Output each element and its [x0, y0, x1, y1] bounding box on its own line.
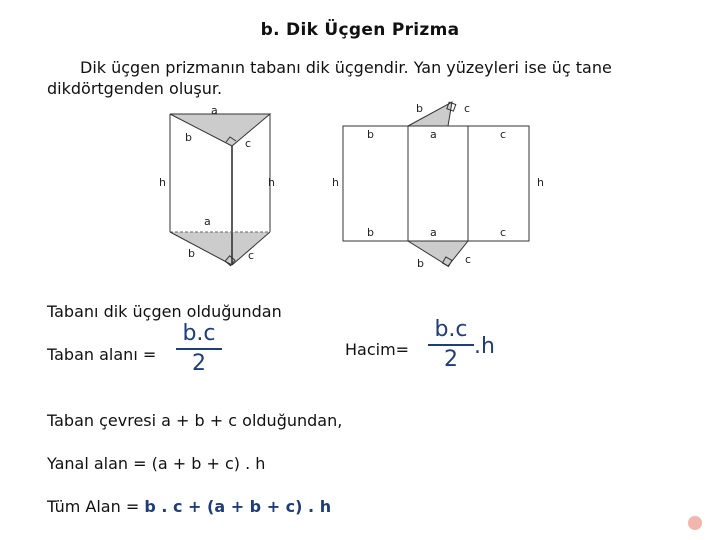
net-label-top-b: b — [416, 102, 423, 115]
net-label-bottom-c: c — [465, 253, 472, 266]
net-label-row2-b: b — [367, 226, 374, 239]
fraction-bar — [176, 348, 222, 350]
volume-label: Hacim= — [345, 340, 410, 359]
prism-label-bottom-b: b — [188, 247, 195, 260]
net-label-h-right: h — [537, 176, 544, 189]
net-label-row1-c: c — [500, 128, 507, 141]
net-label-h-left: h — [332, 176, 339, 189]
total-area-line — [47, 497, 331, 516]
total-area-formula: b . c + (a + b + c) . h — [144, 497, 332, 516]
volume-denominator: 2 — [444, 347, 458, 372]
net-label-row2-c: c — [500, 226, 507, 239]
volume-suffix: .h — [474, 334, 495, 359]
prism-label-top-a: a — [211, 104, 218, 117]
prism-label-h-left: h — [159, 176, 166, 189]
perimeter-text: Taban çevresi a + b + c olduğundan, — [47, 411, 343, 430]
prism-label-top-c: c — [245, 137, 252, 150]
fraction-bar — [428, 344, 474, 346]
prism-label-h-right: h — [268, 176, 275, 189]
base-intro-text: Tabanı dik üçgen olduğundan — [47, 302, 282, 321]
prism-label-bottom-c: c — [248, 249, 255, 262]
corner-dot — [688, 516, 702, 530]
prism-label-bottom-a: a — [204, 215, 211, 228]
intro-line-1: Dik üçgen prizmanın tabanı dik üçgendir. Yan yüzeyleri ise üç tane — [80, 58, 612, 77]
base-area-denominator: 2 — [192, 351, 206, 376]
base-area-numerator: b.c — [182, 321, 216, 346]
prism-label-top-b: b — [185, 131, 192, 144]
net-label-row1-b: b — [367, 128, 374, 141]
net-figure — [340, 95, 540, 270]
lateral-area-text: Yanal alan = (a + b + c) . h — [47, 454, 266, 473]
base-area-label: Taban alanı = — [47, 345, 157, 364]
net-label-row1-a: a — [430, 128, 437, 141]
page-title: b. Dik Üçgen Prizma — [260, 20, 460, 40]
net-label-row2-a: a — [430, 226, 437, 239]
net-label-top-c: c — [464, 102, 471, 115]
total-area-label: Tüm Alan = — [47, 497, 145, 516]
net-label-bottom-b: b — [417, 257, 424, 270]
prism-bottom-face — [170, 232, 270, 265]
volume-fraction — [428, 318, 474, 372]
base-area-fraction — [176, 322, 222, 376]
net-rectangle — [343, 126, 529, 241]
volume-numerator: b.c — [434, 317, 468, 342]
intro-line-2: dikdörtgenden oluşur. — [47, 79, 223, 98]
net-top-triangle — [408, 102, 452, 126]
